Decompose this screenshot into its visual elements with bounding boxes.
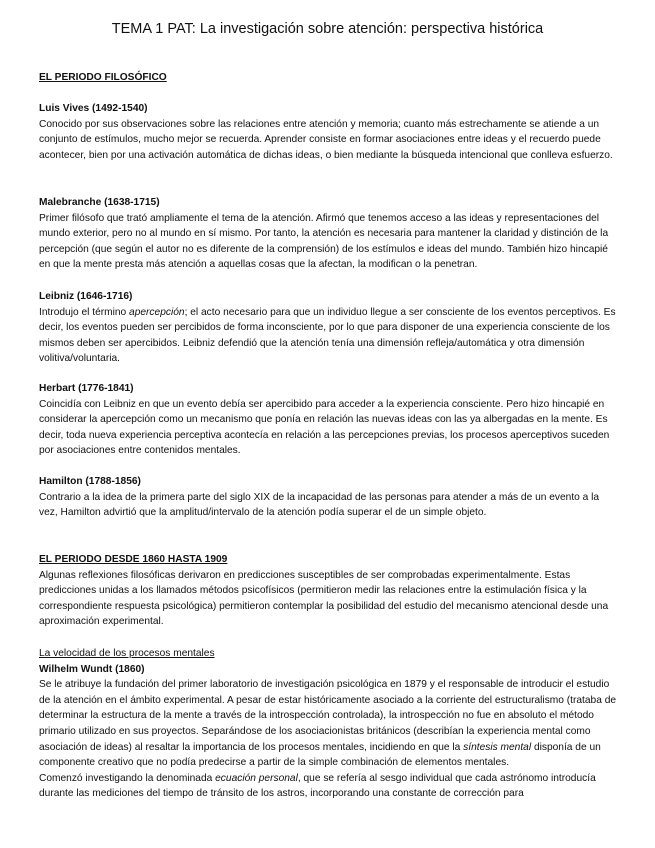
term-ecuacion-personal: ecuación personal xyxy=(215,772,298,784)
entry-wundt xyxy=(39,646,619,802)
author-text: Coincidía con Leibniz en que un evento debía ser apercibido para acceder a la experiencia consciente. Pero hizo hincapié en considerar la apercepción como un mecanismo que ponía en relación las nuevas ideas con las ya albergadas en la mente. Es decir, toda nueva experiencia perceptiva acontecía en relación a las percepciones previas, los procesos aperceptivos suceden por asociaciones entre contenidos mentales. xyxy=(39,398,610,457)
entry-hamilton xyxy=(39,474,619,521)
subsection-heading: La velocidad de los procesos mentales xyxy=(39,648,215,659)
entry-herbart xyxy=(39,381,619,459)
author-name: Hamilton (1788-1856) xyxy=(39,476,141,487)
author-name: Luis Vives (1492-1540) xyxy=(39,103,148,114)
entry-vives xyxy=(39,101,619,163)
section-heading-philosophical: EL PERIODO FILOSÓFICO xyxy=(39,72,167,83)
section-1860-1909 xyxy=(39,552,619,630)
author-name: Malebranche (1638-1715) xyxy=(39,197,160,208)
author-text: Se le atribuye la fundación del primer laboratorio de investigación psicológica en 1879 y el responsable de introducir el estudio de la atención en el ámbito experimental. A pesar de estar históricamente asociado a la corriente del estructuralismo (trataba de determinar la estructura de la mente a través de la introspección controlada), la introspección no fue en absoluto el método primario utilizado en sus proyectos. Separándose de los asociacionistas británicos (describían la experiencia mental como asociación de ideas) al resaltar la importancia de los procesos mentales, incidiendo en que la síntesis mental disponía de un componente creativo que no podía predecirse a partir de la simple combinación de elementos mentales. xyxy=(39,679,617,769)
author-text: Introdujo el término apercepción; el acto necesario para que un individuo llegue a ser consciente de los eventos perceptivos. Es decir, los eventos pueden ser percibidos de forma inconsciente, por lo que para disponer de una experiencia consciente de los mismos deben ser apercibidos. Leibniz defendió que la atención tenía una dimensión refleja/automática y otra dimensión volitiva/voluntaria. xyxy=(39,306,616,365)
author-text: Contrario a la idea de la primera parte del siglo XIX de la incapacidad de las personas para atender a más de un evento a la vez, Hamilton advirtió que la amplitud/intervalo de la atención podía superar el de un simple objeto. xyxy=(39,491,600,519)
entry-malebranche xyxy=(39,195,619,273)
section-intro: Algunas reflexiones filosóficas derivaron en predicciones susceptibles de ser comprobadas experimentalmente. Estas predicciones unidas a los llamados métodos psicofísicos (permitieron medir las relaciones entre la estimulación física y la correspondiente respuesta psicológica) permitieron contemplar la posibilidad del estudio del mecanismo atencional desde una aproximación experimental. xyxy=(39,569,609,628)
author-name: Wilhelm Wundt (1860) xyxy=(39,663,145,675)
author-name: Leibniz (1646-1716) xyxy=(39,291,133,302)
term-apercepcion: apercepción xyxy=(129,306,185,318)
entry-leibniz xyxy=(39,289,619,367)
author-text: Comenzó investigando la denominada ecuación personal, que se refería al sesgo individual que cada astrónomo introducía durante las mediciones del tiempo de tránsito de los astros, incorporando una constante de corrección para xyxy=(39,772,596,800)
author-text: Conocido por sus observaciones sobre las relaciones entre atención y memoria; cuanto más estrechamente se atiende a un conjunto de estímulos, mucho mejor se recuerda. Aprender consiste en formar asociaciones entre ideas y el recuerdo puede acontecer, bien por una activación automática de dichas ideas, o bien mediante la búsqueda intencional que conlleva esfuerzo. xyxy=(39,118,613,161)
author-text: Primer filósofo que trató ampliamente el tema de la atención. Afirmó que tenemos acceso a las ideas y representaciones del mundo exterior, pero no al mundo en sí mismo. Por tanto, la atención es necesaria para mantener la claridad y distinción de la percepción (que según el autor no es diferente de la comprensión) de los estímulos e ideas del mundo. También hizo hincapié en que la mente presta más atención a aquellas cosas que la afectan, la modifican o la penetran. xyxy=(39,212,609,271)
author-name: Herbart (1776-1841) xyxy=(39,383,134,394)
section-heading: EL PERIODO DESDE 1860 HASTA 1909 xyxy=(39,554,228,565)
page-title: TEMA 1 PAT: La investigación sobre atención: perspectiva histórica xyxy=(111,21,544,37)
term-sintesis-mental: síntesis mental xyxy=(463,741,532,753)
